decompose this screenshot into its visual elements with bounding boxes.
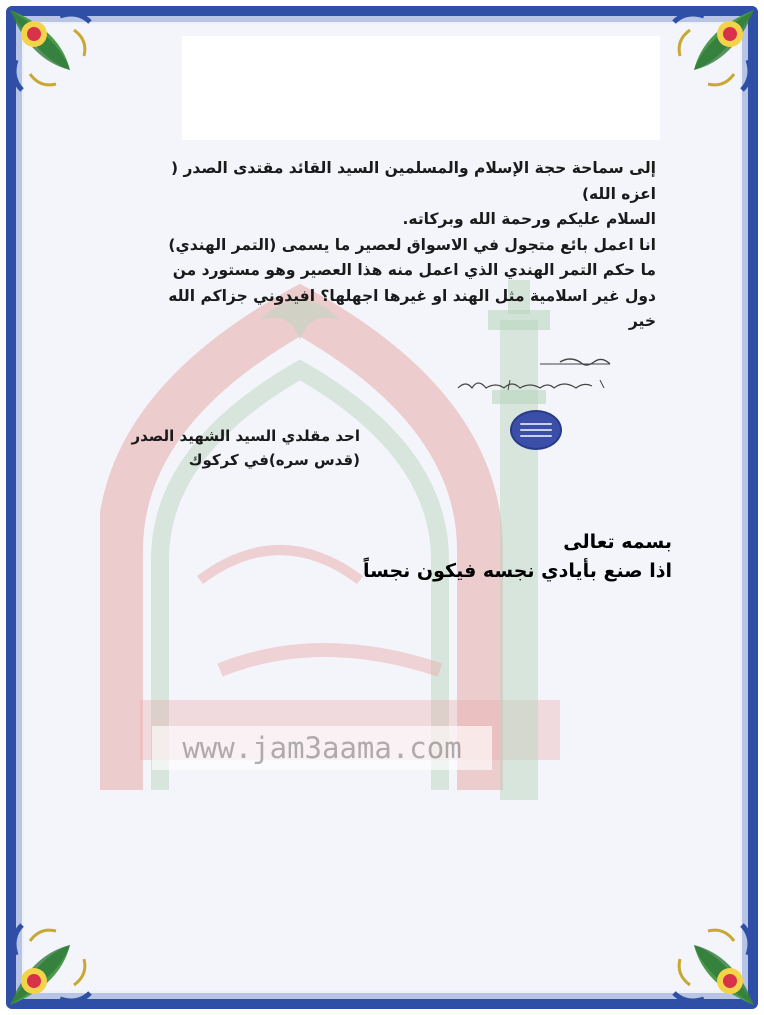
letter-line: خير xyxy=(628,312,656,330)
letter-line: ما حكم التمر الهندي الذي اعمل منه هذا العصير وهو مستورد من xyxy=(172,261,656,279)
letter-line: اعزه الله) xyxy=(581,184,656,203)
question-letter xyxy=(136,156,656,335)
corner-ornament-bottom-left xyxy=(0,895,120,1015)
corner-ornament-bottom-right xyxy=(644,895,764,1015)
fatwa-answer xyxy=(300,528,672,586)
sender-line-2: (قدس سره)في كركوك xyxy=(188,451,360,469)
letter-line: انا اعمل بائع متجول في الاسواق لعصير ما يسمى (التمر الهندي) xyxy=(168,235,656,254)
sender-signature xyxy=(100,424,360,472)
watermark-url: www.jam3aama.com xyxy=(152,726,492,770)
answer-heading: بسمه تعالى xyxy=(563,531,672,553)
corner-ornament-top-right xyxy=(644,0,764,120)
handwritten-signature xyxy=(440,350,640,400)
letter-line: السلام عليكم ورحمة الله وبركاته. xyxy=(402,210,656,228)
office-seal-stamp xyxy=(510,410,562,450)
sender-line-1: احد مقلدي السيد الشهيد الصدر xyxy=(131,427,360,445)
header-blank xyxy=(182,36,660,140)
answer-text: اذا صنع بأيادي نجسه فيكون نجساً xyxy=(362,560,672,582)
letter-line: إلى سماحة حجة الإسلام والمسلمين السيد القائد مقتدى الصدر ( xyxy=(171,159,656,177)
corner-ornament-top-left xyxy=(0,0,120,120)
letter-line: دول غير اسلامية مثل الهند او غيرها اجهلها؟ افيدوني جزاكم الله xyxy=(168,286,656,305)
